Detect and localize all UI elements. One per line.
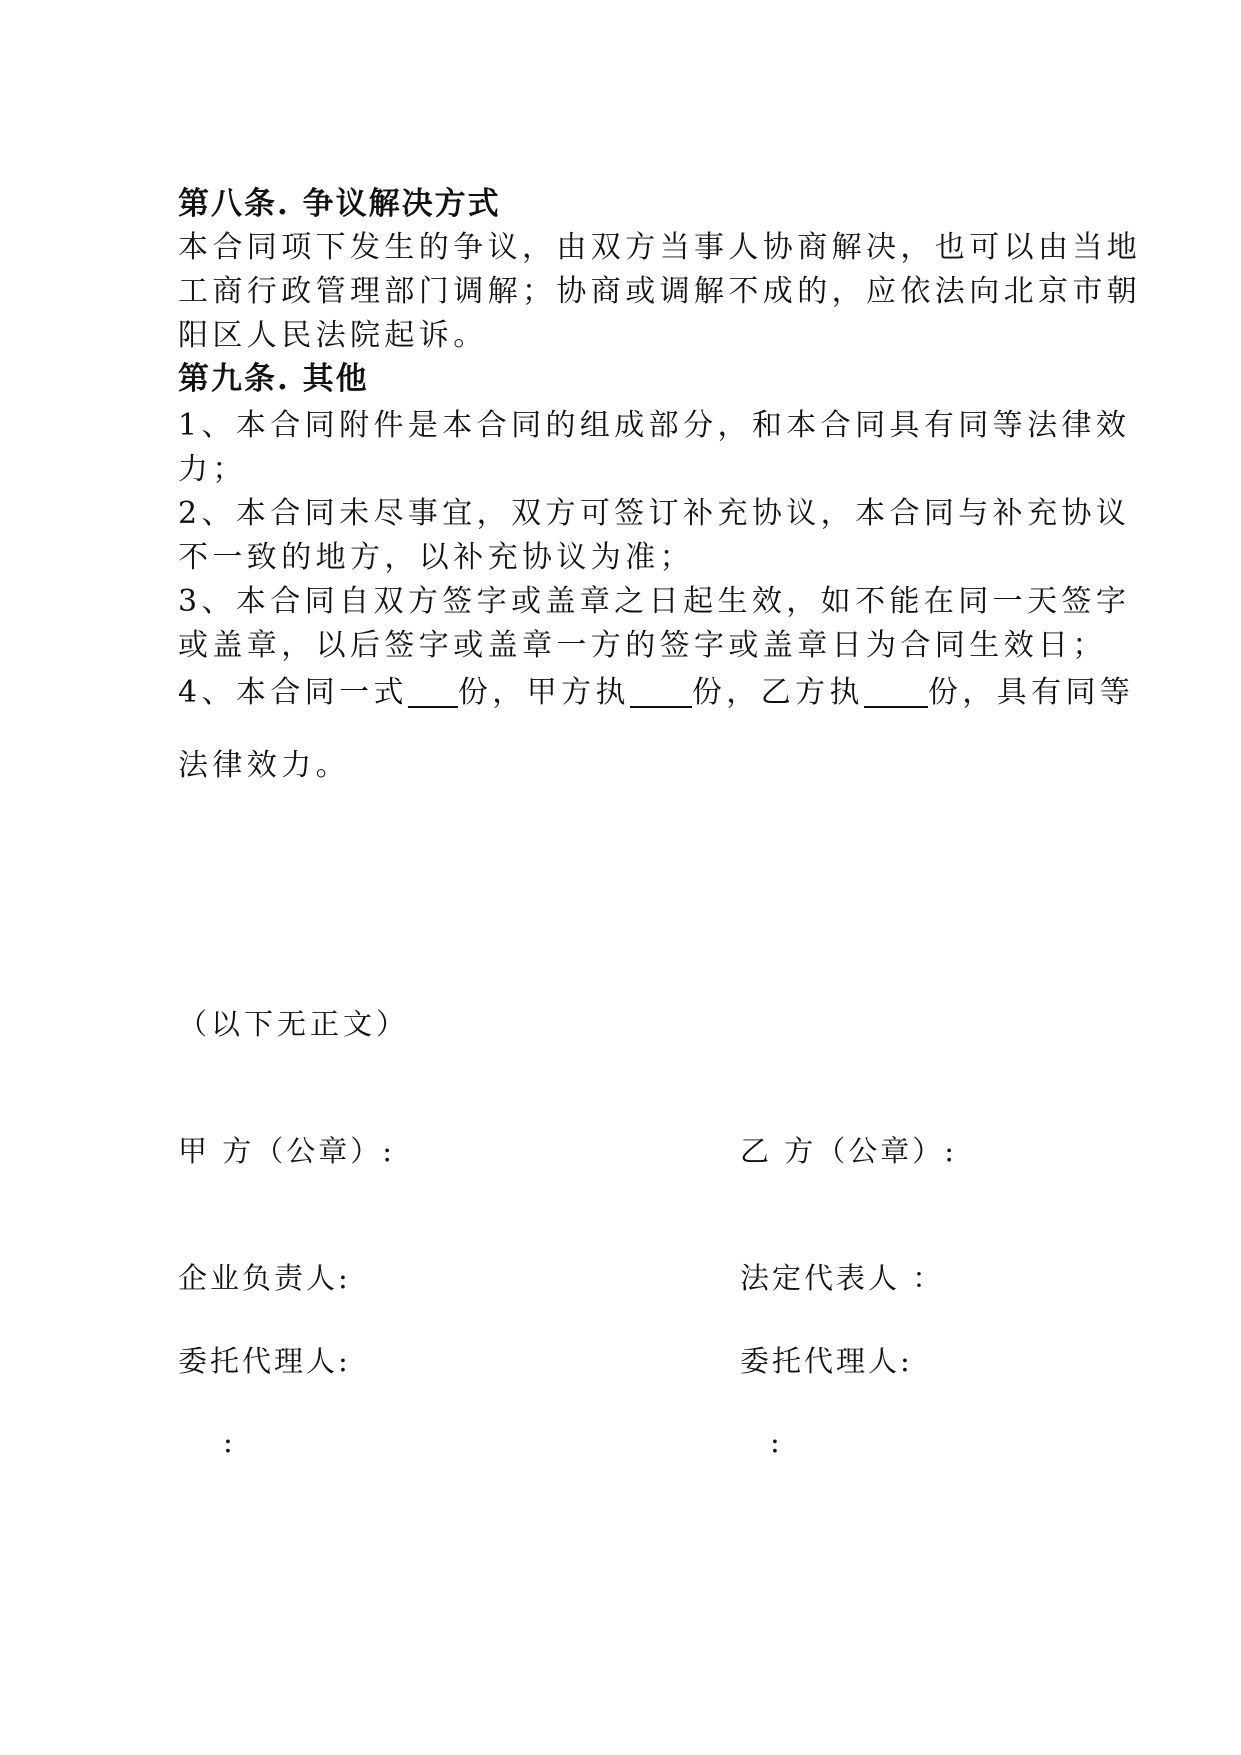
copies-total-blank[interactable] [408,676,458,708]
article-9-line-6: 或盖章，以后签字或盖章一方的签字或盖章日为合同生效日； [178,628,1107,663]
article-9-line-3: 2、本合同未尽事宜，双方可签订补充协议，本合同与补充协议 [178,496,1131,531]
item-4-part-2: 份，甲方执 [457,675,630,710]
item-4-part-1: 4、本合同一式 [178,675,408,710]
party-a-responsible-label: 企业负责人: [178,1261,351,1295]
article-9-line-5: 3、本合同自双方签字或盖章之日起生效，如不能在同一天签字 [178,584,1131,619]
article-9-line-2: 力； [178,452,247,487]
party-b-copies-blank[interactable] [864,676,928,708]
party-a-copies-blank[interactable] [630,676,692,708]
article-9-item-4-line-1 [178,667,1134,711]
party-a-colon: : [223,1425,236,1459]
no-more-text-note: （以下无正文） [178,1007,410,1041]
article-8-line-3: 阳区人民法院起诉。 [178,318,488,353]
item-4-part-4: 份，具有同等 [927,675,1135,710]
party-a-agent-label: 委托代理人: [178,1344,351,1378]
article-8-line-1: 本合同项下发生的争议，由双方当事人协商解决，也可以由当地 [178,230,1142,265]
article-9-line-1: 1、本合同附件是本合同的组成部分，和本合同具有同等法律效 [178,408,1131,443]
article-9-heading: 第九条. 其他 [178,361,369,397]
party-a-seal-label: 甲 方（公章）: [178,1134,395,1168]
party-b-legal-rep-label: 法定代表人 ： [740,1261,945,1295]
article-8-heading: 第八条. 争议解决方式 [178,186,501,222]
article-8-line-2: 工商行政管理部门调解；协商或调解不成的，应依法向北京市朝 [178,274,1142,309]
party-b-seal-label: 乙 方（公章）: [740,1134,957,1168]
article-9-line-4: 不一致的地方，以补充协议为准； [178,540,694,575]
party-b-colon: : [770,1425,783,1459]
item-4-part-3: 份，乙方执 [691,675,864,710]
article-9-item-4-line-2: 法律效力。 [178,748,350,783]
party-b-agent-label: 委托代理人: [740,1344,913,1378]
